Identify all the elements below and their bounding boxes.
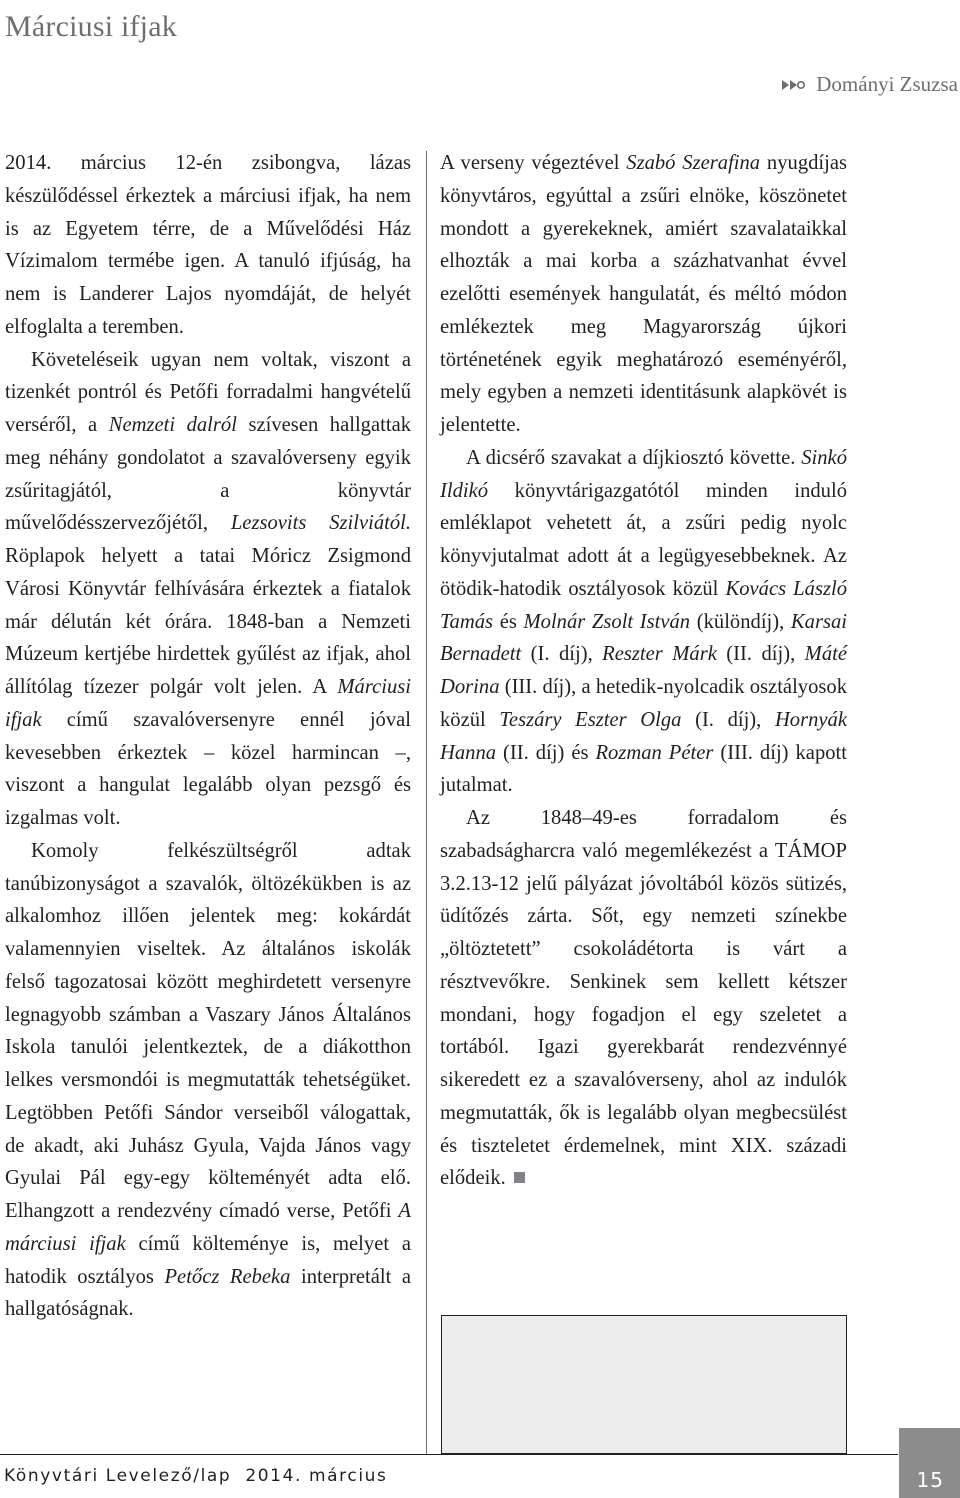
italic-name-run: Molnár Zsolt István	[523, 610, 691, 633]
text-run: (III. díj), a hetedik-nyolcadik osztályosok közül	[440, 676, 847, 731]
footer-publication: Könyvtári Levelező/lap 2014. március	[4, 1466, 388, 1486]
text-run: és	[493, 610, 524, 633]
text-run: című szavalóversenyre ennél jóval kevesebben érkeztek – közel harmincan –, viszont a hangulat legalább olyan pezsgő és izgalmas volt.	[5, 708, 411, 829]
article-paragraph	[5, 147, 411, 344]
text-run: Komoly felkészültségről adtak tanúbizonyságot a szavalók, öltözékükben is az alkalomhoz illően jelentek meg: kokárdát valamennyien viseltek. Az általános iskolák felső tagozatosai között meghirdetett versenyre legnagyobb számban a Vaszary János Általános Iskola tanulói jelentkeztek, de a diákotthon lelkes versmondói is megmutatták tehetségüket. Legtöbben Petőfi Sándor verseiből válogattak, de akadt, aki Juhász Gyula, Vajda János vagy Gyulai Pál egy-egy költeményét adta elő. Elhangzott a rendezvény címadó verse, Petőfi	[5, 839, 411, 1222]
italic-name-run: Kovács László Tamás	[440, 577, 847, 633]
text-run: szívesen hallgattak meg néhány gondolatot a szavalóverseny egyik zsűritagjától, a könyvtár művelődésszervezőjétől,	[5, 414, 412, 535]
text-run: (III. díj) kapott jutalmat.	[440, 741, 847, 797]
text-run: könyvtárigazgatótól minden induló emléklapot vehetett át, a zsűri pedig nyolc könyvjutalmat adott át a legügyesebbeknek. Az ötödik-hatodik osztályosok közül	[440, 479, 847, 600]
article-paragraph	[440, 442, 847, 802]
text-run: (különdíj),	[690, 610, 791, 633]
article-paragraph	[5, 344, 411, 835]
italic-name-run: Rozman Péter	[595, 741, 714, 764]
article-paragraph	[440, 802, 847, 1195]
article-paragraph	[440, 147, 847, 442]
italic-name-run: Sinkó Ildikó	[440, 446, 847, 502]
italic-name-run: Máté Dorina	[440, 643, 847, 698]
article-title: Márciusi ifjak	[5, 10, 177, 43]
double-arrow-icon	[780, 78, 806, 92]
text-run: interpretált a hallgatóságnak.	[5, 1265, 412, 1321]
italic-name-run: Petőcz Rebeka	[164, 1265, 291, 1288]
end-of-article-square-icon	[514, 1172, 525, 1183]
text-run: című költeménye is, melyet a hatodik osztályos	[5, 1232, 411, 1288]
italic-name-run: Karsai Bernadett	[440, 610, 848, 666]
image-placeholder-box	[441, 1315, 847, 1454]
page-number: 15	[916, 1468, 944, 1492]
article-column-left	[5, 147, 411, 1326]
page-number-box	[899, 1428, 960, 1498]
article-column-right	[440, 147, 847, 1195]
text-run: 2014. március 12-én zsibongva, lázas készülődéssel érkeztek a márciusi ifjak, ha nem is az Egyetem térre, de a Művelődési Ház Vízimalom termébe igen. A tanuló ifjúság, ha nem is Landerer Lajos nyomdáját, de helyét elfoglalta a teremben.	[5, 152, 411, 338]
text-run: Az 1848–49-es forradalom és szabadságharcra való megemlékezést a TÁMOP 3.2.13-12 jelű pályázat jóvoltából közös sütizés, üdítőzés zárta. Sőt, egy nemzeti színekbe „öltöztetett” csokoládétorta is várt a résztvevőkre. Senkinek sem kellett kétszer mondani, hogy fogadjon el egy szeletet a tortából. Igazi gyerekbarát rendezvénnyé sikeredett ez a szavalóverseny, ahol az indulók megmutatták, ők is legalább olyan megbecsülést és tiszteletet érdemelnek, mint XIX. századi elődeik.	[440, 807, 847, 1190]
italic-name-run: Szabó Szerafina	[626, 152, 761, 174]
italic-name-run: Teszáry Eszter Olga	[499, 708, 682, 731]
italic-name-run: Hornyák Hanna	[440, 708, 847, 764]
italic-name-run: A márciusi ifjak	[5, 1200, 411, 1255]
italic-name-run: Nemzeti dalról	[108, 414, 237, 436]
article-paragraph	[5, 835, 411, 1326]
text-run: A dicsérő szavakat a díjkiosztó követte.	[466, 446, 802, 469]
text-run: A verseny végeztével	[440, 152, 627, 174]
column-divider	[426, 151, 427, 1455]
italic-name-run: Lezsovits Szilviától.	[230, 512, 411, 535]
text-run: Röplapok helyett a tatai Móricz Zsigmond Városi Könyvtár felhívására érkeztek a fiatalok már délután két órára. 1848-ban a Nemzeti Múzeum kertjébe hirdettek gyűlést az ifjak, ahol állítólag tízezer polgár volt jelen. A	[5, 545, 411, 698]
text-run: (I. díj),	[521, 643, 603, 666]
author-name: Dományi Zsuzsa	[816, 72, 958, 96]
footer-rule	[0, 1454, 898, 1455]
italic-name-run: Reszter Márk	[602, 643, 717, 666]
text-run: (I. díj),	[681, 708, 775, 731]
italic-name-run: Márciusi ifjak	[5, 676, 411, 731]
text-run: (II. díj) és	[496, 741, 596, 764]
text-run: Követeléseik ugyan nem voltak, viszont a tizenkét pontról és Petőfi forradalmi hangvételű verséről, a	[5, 348, 411, 436]
text-run: (II. díj),	[716, 643, 805, 666]
text-run: nyugdíjas könyvtáros, egyúttal a zsűri elnöke, köszönetet mondott a gyerekeknek, amiért szavalataikkal elhozták a mai korba a százhatvanhat évvel ezelőtti események hangulatát, és méltó módon emlékeztek meg Magyarország újkori történetének egyik meghatározó eseményéről, mely egyben a nemzeti identitásunk alapkövét is jelentette.	[440, 152, 848, 436]
author-byline	[780, 72, 958, 97]
